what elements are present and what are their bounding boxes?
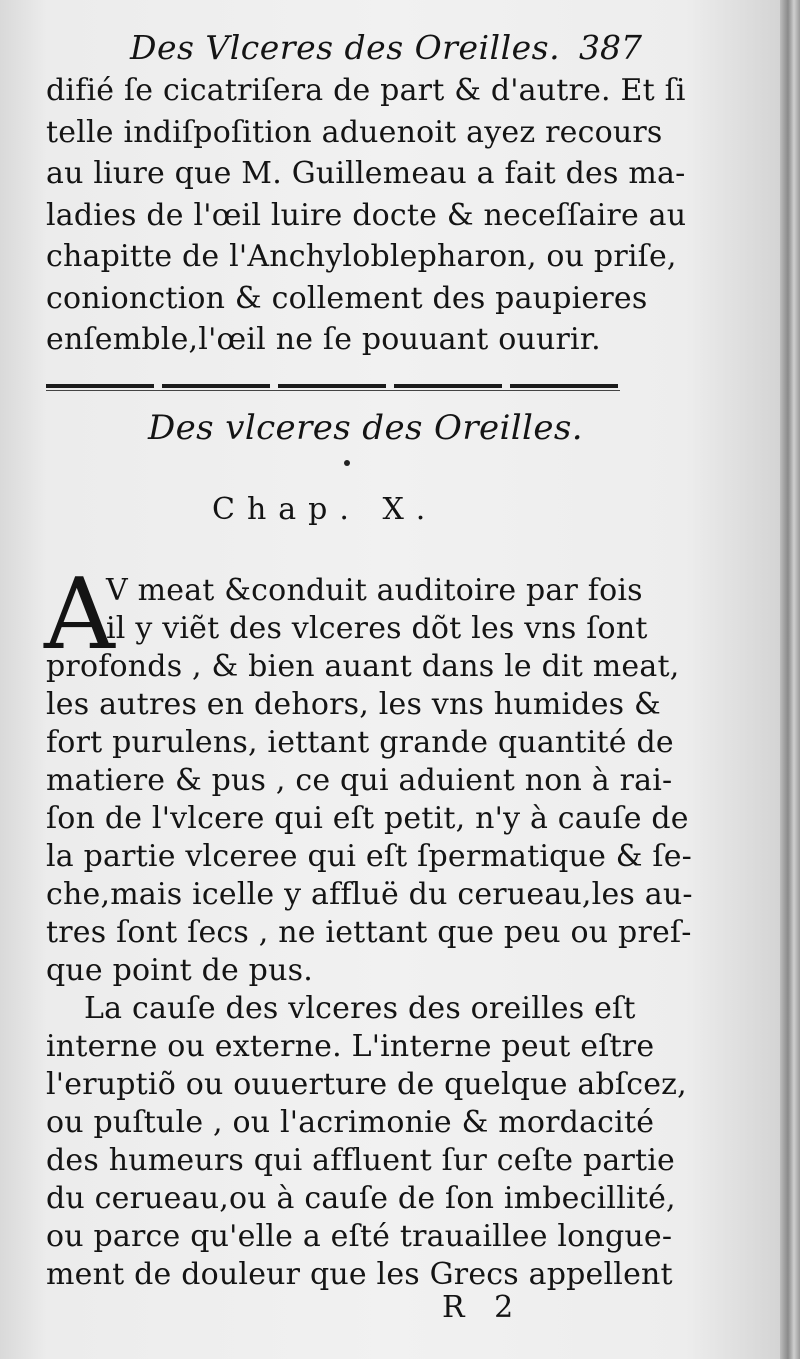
running-head-title: Des Vlceres des Oreilles. [130,28,561,67]
chapter-body [46,572,693,1294]
text-line: tres ſont ſecs , ne iettant que peu ou preſ- [46,915,692,950]
drop-cap: A [44,558,115,672]
text-line: au liure que M. Guillemeau a fait des ma- [46,156,686,191]
text-line: interne ou externe. L'interne peut eſtre [46,1029,655,1064]
running-head [130,22,650,72]
page-number: 387 [579,28,642,67]
text-line: profonds , & bien auant dans le dit meat, [46,649,680,684]
text-line: difié ſe cicatriſera de part & d'autre. Et ſi [46,73,686,108]
text-line: que point de pus. [46,953,313,988]
text-line: ment de douleur que les Grecs appellent [46,1257,673,1292]
text-line: ou puſtule , ou l'acrimonie & mordacité [46,1105,655,1140]
text-line: ladies de l'œil luire docte & neceſſaire au [46,197,687,233]
text-line: les autres en dehors, les vns humides & [46,687,661,722]
chapter-heading: Chap. X. [212,492,438,527]
text-line: la partie vlceree qui eſt ſpermatique & ſe- [46,839,693,874]
text-line: La cauſe des vlceres des oreilles eſt [84,991,636,1026]
text-line: des humeurs qui affluent ſur ceſte partie [46,1143,676,1178]
text-line: l'eruptiõ ou ouuerture de quelque abſcez, [46,1067,687,1102]
continued-paragraph [46,70,687,361]
page-edge-shadow [780,0,800,1359]
text-line: telle indiſpoſition aduenoit ayez recours [46,114,663,150]
text-line: ou parce qu'elle a eſté trauaillee longue- [46,1219,673,1254]
text-line: fort purulens, iettant grande quantité de [46,725,674,760]
text-line: che,mais icelle y affluë du cerueau,les au- [46,877,693,912]
text-line: enſemble,l'œil ne ſe pouuant ouurir. [46,322,601,357]
ink-speck [344,460,350,466]
text-line: ſon de l'vlcere qui eſt petit, n'y à cauſe de [46,801,689,836]
section-divider-hairline [46,390,620,391]
text-line: du cerueau,ou à cauſe de ſon imbecillité, [46,1181,676,1216]
text-line: chapitte de l'Anchyloblepharon, ou priſe, [46,239,677,274]
signature-mark: R 2 [442,1290,524,1325]
text-line: il y viẽt des vlceres dõt les vns ſont [106,611,648,646]
text-line: matiere & pus , ce qui aduient non à rai- [46,763,673,798]
text-line: V meat &conduit auditoire par fois [106,573,643,608]
section-divider-rule [46,384,620,388]
section-title: Des vlceres des Oreilles. [148,408,583,448]
text-line: conionction & collement des paupieres [46,280,648,316]
